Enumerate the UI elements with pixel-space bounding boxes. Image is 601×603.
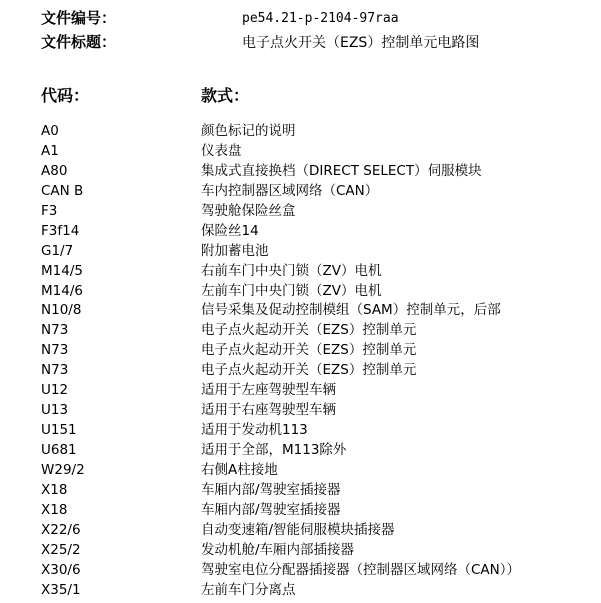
component-code: G1/7: [41, 242, 74, 259]
component-description: 驾驶舱保险丝盒: [201, 202, 296, 219]
component-code: U12: [41, 382, 69, 399]
code-list: [0, 122, 601, 601]
list-item: [0, 242, 601, 262]
doc-number-value: pe54.21-p-2104-97raa: [242, 11, 399, 26]
component-description: 自动变速箱/智能伺服模块插接器: [201, 521, 395, 538]
list-item: [0, 421, 601, 441]
list-item: [0, 182, 601, 202]
component-code: F3: [41, 202, 58, 219]
list-item: [0, 262, 601, 282]
list-item: [0, 202, 601, 222]
component-description: 适用于右座驾驶型车辆: [201, 402, 336, 419]
component-code: N73: [41, 342, 69, 359]
list-item: [0, 162, 601, 182]
component-description: 仪表盘: [201, 142, 242, 159]
component-description: 集成式直接换档（DIRECT SELECT）伺服模块: [201, 162, 482, 179]
list-item: [0, 461, 601, 481]
component-code: X18: [41, 501, 68, 518]
list-item: [0, 481, 601, 501]
doc-title-label: 文件标题：: [41, 33, 117, 51]
component-description: 信号采集及促动控制模组（SAM）控制单元，后部: [201, 302, 501, 319]
component-description: 适用于左座驾驶型车辆: [201, 382, 336, 399]
list-item: [0, 222, 601, 242]
component-code: N73: [41, 362, 69, 379]
component-description: 保险丝14: [201, 222, 259, 239]
component-code: X25/2: [41, 541, 81, 558]
component-code: X18: [41, 481, 68, 498]
component-code: F3f14: [41, 222, 80, 239]
list-item: [0, 581, 601, 601]
component-code: M14/5: [41, 262, 83, 279]
component-code: U681: [41, 442, 77, 458]
component-code: W29/2: [41, 461, 85, 478]
component-description: 车内控制器区域网络（CAN）: [201, 182, 379, 199]
component-description: 驾驶室电位分配器插接器（控制器区域网络（CAN））: [201, 561, 521, 578]
list-item: [0, 142, 601, 162]
component-code: X22/6: [41, 521, 81, 538]
doc-title-value: 电子点火开关（EZS）控制单元电路图: [242, 35, 480, 51]
component-code: A80: [41, 162, 68, 179]
component-code: U151: [41, 422, 77, 439]
component-code: N10/8: [41, 302, 82, 319]
component-code: X30/6: [41, 561, 81, 578]
component-description: 右侧A柱接地: [201, 461, 278, 478]
component-code: A1: [41, 142, 59, 159]
component-code: N73: [41, 322, 69, 339]
component-code: U13: [41, 402, 69, 419]
component-description: 左前车门分离点: [201, 581, 296, 598]
list-item: [0, 441, 601, 461]
component-description: 车厢内部/驾驶室插接器: [201, 501, 341, 518]
component-code: CAN B: [41, 182, 84, 199]
component-description: 车厢内部/驾驶室插接器: [201, 481, 341, 498]
component-description: 右前车门中央门锁（ZV）电机: [201, 262, 382, 279]
doc-number-label: 文件编号：: [41, 9, 117, 27]
list-item: [0, 501, 601, 521]
style-column-header: 款式：: [201, 86, 250, 105]
list-item: [0, 321, 601, 341]
list-item: [0, 521, 601, 541]
list-item: [0, 282, 601, 302]
component-description: 适用于全部，M113除外: [201, 442, 347, 458]
list-item: [0, 541, 601, 561]
list-item: [0, 122, 601, 142]
component-description: 附加蓄电池: [201, 242, 269, 259]
component-code: X35/1: [41, 581, 81, 598]
list-item: [0, 561, 601, 581]
component-description: 电子点火起动开关（EZS）控制单元: [201, 342, 417, 359]
list-item: [0, 381, 601, 401]
component-code: M14/6: [41, 282, 83, 299]
list-item: [0, 401, 601, 421]
list-item: [0, 301, 601, 321]
component-description: 发动机舱/车厢内部插接器: [201, 541, 355, 558]
component-description: 左前车门中央门锁（ZV）电机: [201, 282, 382, 299]
list-item: [0, 361, 601, 381]
component-description: 电子点火起动开关（EZS）控制单元: [201, 362, 417, 379]
code-column-header: 代码：: [41, 86, 90, 105]
component-description: 颜色标记的说明: [201, 123, 296, 139]
component-description: 电子点火起动开关（EZS）控制单元: [201, 322, 417, 339]
component-description: 适用于发动机113: [201, 422, 308, 439]
list-item: [0, 341, 601, 361]
component-code: A0: [41, 123, 59, 139]
